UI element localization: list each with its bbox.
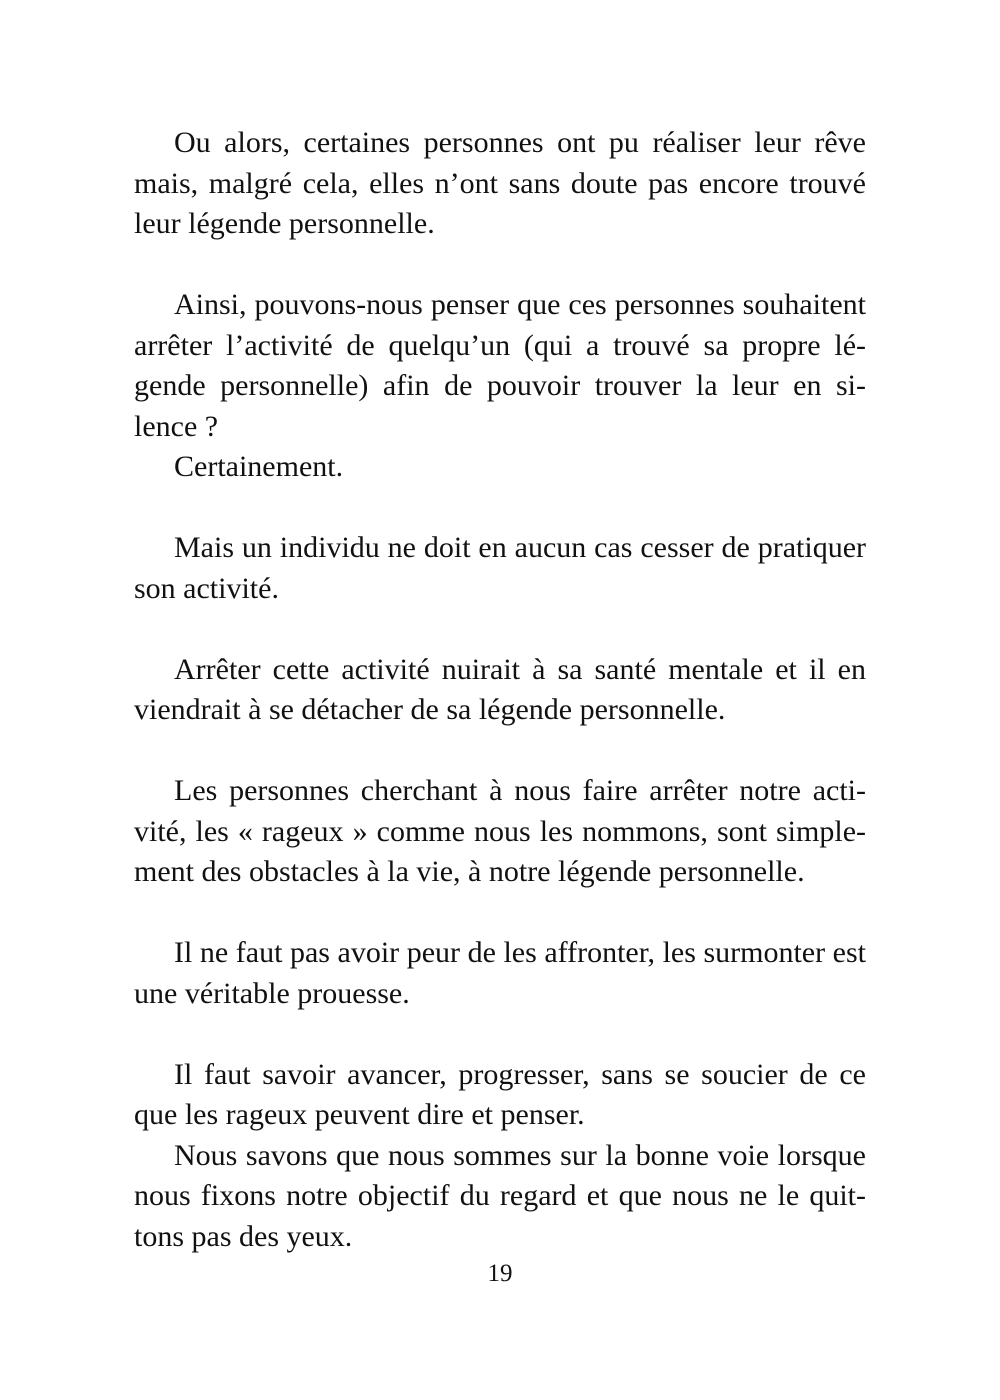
paragraph-spacer [134, 609, 866, 650]
text-line: Les personnes cherchant à nous faire arrêter notre acti- [174, 774, 866, 807]
text-line: une véritable prouesse. [134, 976, 410, 1010]
text-line: vité, les « rageux » comme nous les nommons, sont simple- [134, 814, 866, 848]
paragraph-spacer [134, 1014, 866, 1055]
text-line: ment des obstacles à la vie, à notre légende personnelle. [134, 855, 805, 888]
paragraph-spacer [134, 488, 866, 529]
text-line: lence ? [134, 409, 219, 443]
page-body-text [134, 123, 866, 1257]
paragraph-spacer [134, 245, 866, 286]
page-number: 19 [487, 1260, 513, 1287]
paragraph-spacer [134, 893, 866, 934]
paragraph [134, 528, 866, 609]
text-line: arrêter l’activité de quelqu’un (qui a trouvé sa propre lé- [134, 328, 866, 362]
text-line: gende personnelle) afin de pouvoir trouver la leur en si- [134, 369, 866, 402]
text-line: Nous savons que nous sommes sur la bonne voie lorsque [174, 1138, 866, 1172]
paragraph-spacer [134, 731, 866, 772]
text-line: leur légende personnelle. [134, 207, 435, 240]
text-line: Il ne faut pas avoir peur de les affronter, les surmonter est [174, 936, 866, 969]
text-line: Mais un individu ne doit en aucun cas cesser de pratiquer [174, 531, 866, 564]
paragraph [134, 447, 866, 488]
text-line: tons pas des yeux. [134, 1219, 353, 1253]
text-line: Certainement. [174, 450, 344, 483]
paragraph [134, 123, 866, 245]
paragraph [134, 771, 866, 893]
text-line: Il faut savoir avancer, progresser, sans se soucier de ce [174, 1057, 866, 1091]
paragraph [134, 933, 866, 1014]
text-line: son activité. [134, 571, 279, 605]
paragraph [134, 650, 866, 731]
text-line: que les rageux peuvent dire et penser. [134, 1098, 585, 1131]
paragraph [134, 1136, 866, 1258]
text-line: nous fixons notre objectif du regard et que nous ne le quit- [134, 1179, 866, 1212]
text-line: Ou alors, certaines personnes ont pu réaliser leur rêve [174, 126, 866, 159]
text-line: Ainsi, pouvons-nous penser que ces personnes souhaitent [174, 288, 866, 321]
text-line: viendrait à se détacher de sa légende personnelle. [134, 693, 726, 726]
paragraph [134, 285, 866, 447]
paragraph [134, 1055, 866, 1136]
text-line: Arrêter cette activité nuirait à sa santé mentale et il en [174, 652, 866, 686]
text-line: mais, malgré cela, elles n’ont sans doute pas encore trouvé [134, 166, 866, 200]
